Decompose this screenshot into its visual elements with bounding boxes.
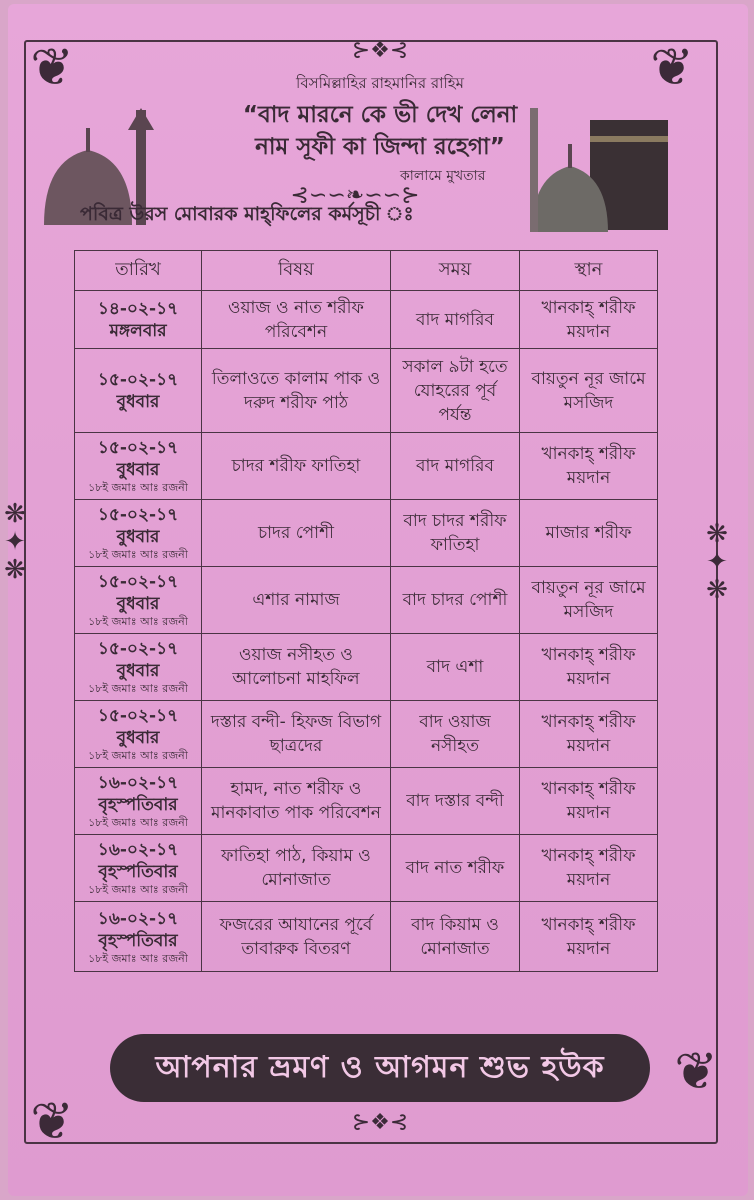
row-date: ১৬-০২-১৭	[97, 908, 179, 929]
cell-date	[75, 349, 202, 433]
table-row	[75, 835, 658, 902]
cell-subject: তিলাওতে কালাম পাক ও দরুদ শরীফ পাঠ	[202, 349, 391, 433]
divider-ornament-icon: ⊰∽∽❧∽∽⊱	[290, 183, 420, 208]
row-date: ১৪-০২-১৭	[97, 298, 179, 319]
row-date: ১৫-০২-১৭	[97, 505, 179, 525]
row-night-note: ১৮ই জমাঃ আঃ রজনী	[88, 816, 188, 829]
column-header-time: সময়	[391, 251, 520, 291]
cell-place: খানকাহ্‌ শরীফ ময়দান	[520, 433, 658, 500]
row-night-note: ১৮ই জমাঃ আঃ রজনী	[88, 682, 188, 695]
row-day: বুধবার	[116, 527, 160, 547]
cell-subject: দস্তার বন্দী- হিফজ বিভাগ ছাত্রদের	[202, 701, 391, 768]
row-day: বৃহস্পতিবার	[98, 930, 178, 951]
row-day: বুধবার	[116, 460, 160, 480]
cell-time: বাদ দস্তার বন্দী	[391, 768, 520, 835]
ornament-icon: ❋ ✦ ❋	[706, 519, 728, 605]
cell-subject: এশার নামাজ	[202, 567, 391, 634]
cell-subject: চাদর পোশী	[202, 500, 391, 567]
ornament-icon: ❋ ✦ ❋	[4, 499, 26, 585]
table-row	[75, 701, 658, 768]
cell-subject: ফাতিহা পাঠ, কিয়াম ও মোনাজাত	[202, 835, 391, 902]
ornament-icon: ❦	[30, 1092, 74, 1152]
cell-time: সকাল ৯টা হতে যোহরের পূর্ব পর্যন্ত	[391, 349, 520, 433]
row-night-note: ১৮ই জমাঃ আঃ রজনী	[88, 481, 188, 494]
ornament-icon: ⊱❖⊰	[351, 38, 409, 63]
ornament-icon: ❦	[30, 38, 74, 98]
cell-place: খানকাহ্‌ শরীফ ময়দান	[520, 701, 658, 768]
column-header-place: স্থান	[520, 251, 658, 291]
row-date: ১৬-০২-১৭	[97, 840, 179, 860]
cell-place: বায়তুন নূর জামে মসজিদ	[520, 567, 658, 634]
cell-time: বাদ চাদর পোশী	[391, 567, 520, 634]
row-date: ১৫-০২-১৭	[97, 706, 179, 726]
row-date: ১৫-০২-১৭	[97, 639, 179, 659]
cell-date	[75, 433, 202, 500]
cell-time: বাদ ওয়াজ নসীহত	[391, 701, 520, 768]
row-date: ১৫-০২-১৭	[97, 369, 179, 390]
cell-time: বাদ মাগরিব	[391, 433, 520, 500]
ornament-icon: ❦	[650, 38, 694, 98]
cell-date	[75, 634, 202, 701]
row-night-note: ১৮ই জমাঃ আঃ রজনী	[88, 749, 188, 762]
row-night-note: ১৮ই জমাঃ আঃ রজনী	[88, 951, 188, 965]
table-row	[75, 349, 658, 433]
ornament-icon: ⊱❖⊰	[351, 1110, 409, 1135]
cell-date	[75, 291, 202, 349]
cell-time: বাদ এশা	[391, 634, 520, 701]
cell-place: মাজার শরীফ	[520, 500, 658, 567]
welcome-banner: আপনার ভ্রমণ ও আগমন শুভ হউক	[110, 1034, 650, 1102]
cell-place: খানকাহ্‌ শরীফ ময়দান	[520, 634, 658, 701]
bismillah-text: বিসমিল্লাহির রাহমানির রাহিম	[296, 74, 464, 92]
row-day: বুধবার	[116, 661, 160, 681]
cell-place: খানকাহ্‌ শরীফ ময়দান	[520, 291, 658, 349]
row-date: ১৬-০২-১৭	[97, 773, 179, 793]
cell-date	[75, 835, 202, 902]
row-day: বুধবার	[116, 391, 160, 412]
table-row	[75, 500, 658, 567]
cell-date	[75, 768, 202, 835]
cell-time: বাদ নাত শরীফ	[391, 835, 520, 902]
row-night-note: ১৮ই জমাঃ আঃ রজনী	[88, 548, 188, 561]
table-row	[75, 567, 658, 634]
quote-line-2: নাম সূফী কা জিন্দা রহেগা”	[255, 134, 505, 160]
cell-place: বায়তুন নূর জামে মসজিদ	[520, 349, 658, 433]
table-header-row	[75, 251, 658, 291]
row-day: বৃহস্পতিবার	[98, 862, 178, 882]
table-row	[75, 902, 658, 972]
row-day: মঙ্গলবার	[109, 320, 167, 341]
cell-subject: ওয়াজ নসীহত ও আলোচনা মাহফিল	[202, 634, 391, 701]
cell-subject: চাদর শরীফ ফাতিহা	[202, 433, 391, 500]
cell-time: বাদ মাগরিব	[391, 291, 520, 349]
column-header-date: তারিখ	[75, 251, 202, 291]
cell-place: খানকাহ্‌ শরীফ ময়দান	[520, 902, 658, 972]
cell-time: বাদ চাদর শরীফ ফাতিহা	[391, 500, 520, 567]
cell-subject: ফজরের আযানের পূর্বে তাবারুক বিতরণ	[202, 902, 391, 972]
cell-subject: ওয়াজ ও নাত শরীফ পরিবেশন	[202, 291, 391, 349]
table-row	[75, 768, 658, 835]
cell-date	[75, 902, 202, 972]
row-night-note: ১৮ই জমাঃ আঃ রজনী	[88, 883, 188, 896]
ornament-icon: ❦	[674, 1042, 718, 1102]
cell-place: খানকাহ্‌ শরীফ ময়দান	[520, 768, 658, 835]
row-day: বুধবার	[116, 594, 160, 614]
cell-date	[75, 567, 202, 634]
row-date: ১৫-০২-১৭	[97, 572, 179, 592]
quote-source: কালামে মুখতার	[400, 168, 486, 184]
schedule-table	[74, 250, 658, 972]
row-day: বৃহস্পতিবার	[98, 795, 178, 815]
cell-subject: হামদ, নাত শরীফ ও মানকাবাত পাক পরিবেশন	[202, 768, 391, 835]
cell-date	[75, 701, 202, 768]
table-row	[75, 291, 658, 349]
cell-time: বাদ কিয়াম ও মোনাজাত	[391, 902, 520, 972]
table-row	[75, 634, 658, 701]
column-header-subject: বিষয়	[202, 251, 391, 291]
program-title: পবিত্র উরস মোবারক মাহ্‌ফিলের কর্মসূচী ঃ	[80, 203, 414, 225]
row-date: ১৫-০২-১৭	[97, 438, 179, 458]
quote-line-1: “বাদ মারনে কে ভী দেখ লেনা	[242, 102, 518, 128]
row-night-note: ১৮ই জমাঃ আঃ রজনী	[88, 615, 188, 628]
cell-place: খানকাহ্‌ শরীফ ময়দান	[520, 835, 658, 902]
cell-date	[75, 500, 202, 567]
row-day: বুধবার	[116, 728, 160, 748]
table-row	[75, 433, 658, 500]
